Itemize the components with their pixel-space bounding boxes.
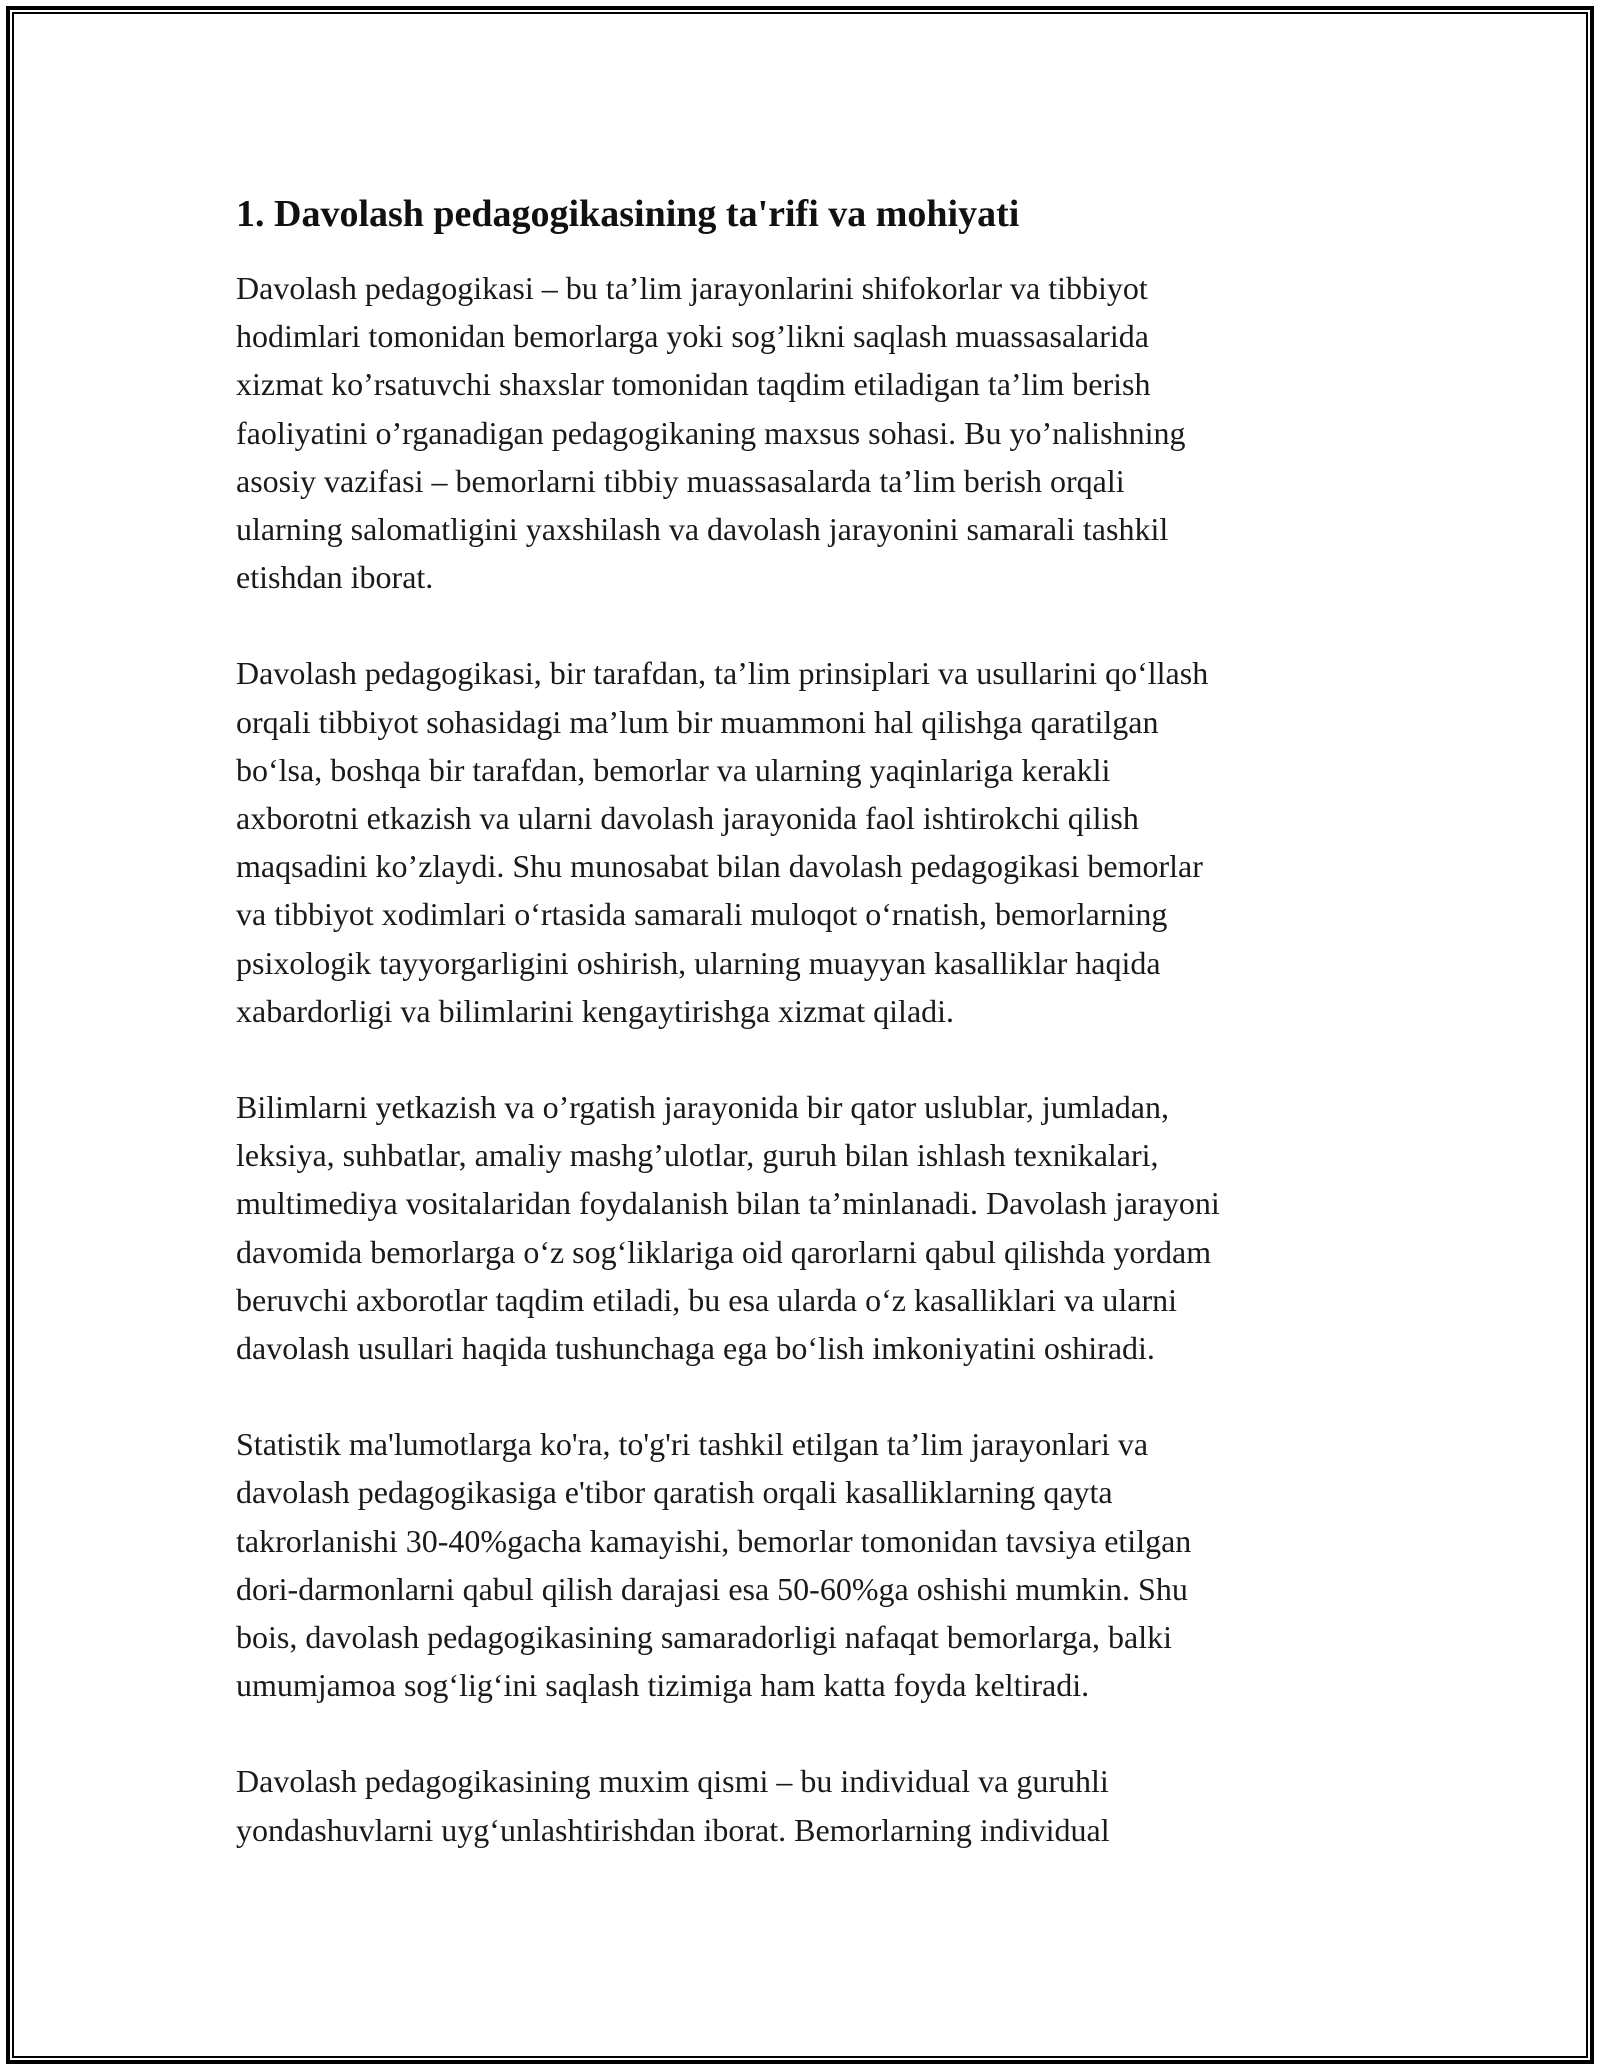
text-line: orqali tibbiyot sohasidagi ma’lum bir muammoni hal qilishga qaratilgan — [236, 703, 1159, 740]
text-line: etishdan iborat. — [236, 559, 434, 596]
text-line: bo‘lsa, boshqa bir tarafdan, bemorlar va ularning yaqinlariga kerakli — [236, 751, 1111, 788]
text-line: Davolash pedagogikasining muxim qismi – bu individual va guruhli — [236, 1763, 1109, 1800]
paragraph-1 — [236, 264, 1376, 601]
text-line: beruvchi axborotlar taqdim etiladi, bu esa ularda o‘z kasalliklari va ularni — [236, 1281, 1177, 1318]
text-line: ularning salomatligini yaxshilash va davolash jarayonini samarali tashkil — [236, 511, 1169, 548]
text-line: takrorlanishi 30-40%gacha kamayishi, bemorlar tomonidan tavsiya etilgan — [236, 1522, 1192, 1559]
document-body — [236, 190, 1376, 1902]
text-line: davolash pedagogikasiga e'tibor qaratish orqali kasalliklarning qayta — [236, 1474, 1113, 1511]
text-line: davomida bemorlarga o‘z sog‘liklariga oid qarorlarni qabul qilishda yordam — [236, 1233, 1212, 1270]
text-line: Bilimlarni yetkazish va o’rgatish jarayonida bir qator uslublar, jumladan, — [236, 1089, 1169, 1126]
text-line: dori-darmonlarni qabul qilish darajasi esa 50-60%ga oshishi mumkin. Shu — [236, 1570, 1188, 1607]
text-line: hodimlari tomonidan bemorlarga yoki sog’likni saqlash muassasalarida — [236, 318, 1149, 355]
text-line: multimediya vositalaridan foydalanish bilan ta’minlanadi. Davolash jarayoni — [236, 1185, 1220, 1222]
text-line: Davolash pedagogikasi, bir tarafdan, ta’lim prinsiplari va usullarini qo‘llash — [236, 655, 1209, 692]
paragraph-3 — [236, 1083, 1376, 1372]
text-line: faoliyatini o’rganadigan pedagogikaning maxsus sohasi. Bu yo’nalishning — [236, 414, 1186, 451]
text-line: maqsadini ko’zlaydi. Shu munosabat bilan davolash pedagogikasi bemorlar — [236, 848, 1203, 885]
text-line: bois, davolash pedagogikasining samaradorligi nafaqat bemorlarga, balki — [236, 1619, 1173, 1656]
text-line: asosiy vazifasi – bemorlarni tibbiy muassasalarda ta’lim berish orqali — [236, 462, 1125, 499]
text-line: yondashuvlarni uyg‘unlashtirishdan iborat. Bemorlarning individual — [236, 1811, 1110, 1848]
text-line: xabardorligi va bilimlarini kengaytirishga xizmat qiladi. — [236, 992, 955, 1029]
paragraph-2 — [236, 649, 1376, 1035]
paragraph-4 — [236, 1420, 1376, 1709]
text-line: Statistik ma'lumotlarga ko'ra, to'g'ri tashkil etilgan ta’lim jarayonlari va — [236, 1426, 1149, 1463]
text-line: davolash usullari haqida tushunchaga ega bo‘lish imkoniyatini oshiradi. — [236, 1330, 1155, 1367]
text-line: psixologik tayyorgarligini oshirish, ularning muayyan kasalliklar haqida — [236, 944, 1161, 981]
paragraph-5 — [236, 1757, 1376, 1853]
text-line: Davolash pedagogikasi – bu ta’lim jarayonlarini shifokorlar va tibbiyot — [236, 270, 1148, 306]
text-line: axborotni etkazish va ularni davolash jarayonida faol ishtirokchi qilish — [236, 800, 1139, 837]
text-line: xizmat ko’rsatuvchi shaxslar tomonidan taqdim etiladigan ta’lim berish — [236, 366, 1151, 403]
text-line: va tibbiyot xodimlari o‘rtasida samarali muloqot o‘rnatish, bemorlarning — [236, 896, 1168, 933]
text-line: umumjamoa sog‘lig‘ini saqlash tizimiga ham katta foyda keltiradi. — [236, 1667, 1090, 1704]
text-line: leksiya, suhbatlar, amaliy mashg’ulotlar, guruh bilan ishlash texnikalari, — [236, 1137, 1159, 1174]
section-heading: 1. Davolash pedagogikasining ta'rifi va mohiyati — [236, 193, 1020, 235]
